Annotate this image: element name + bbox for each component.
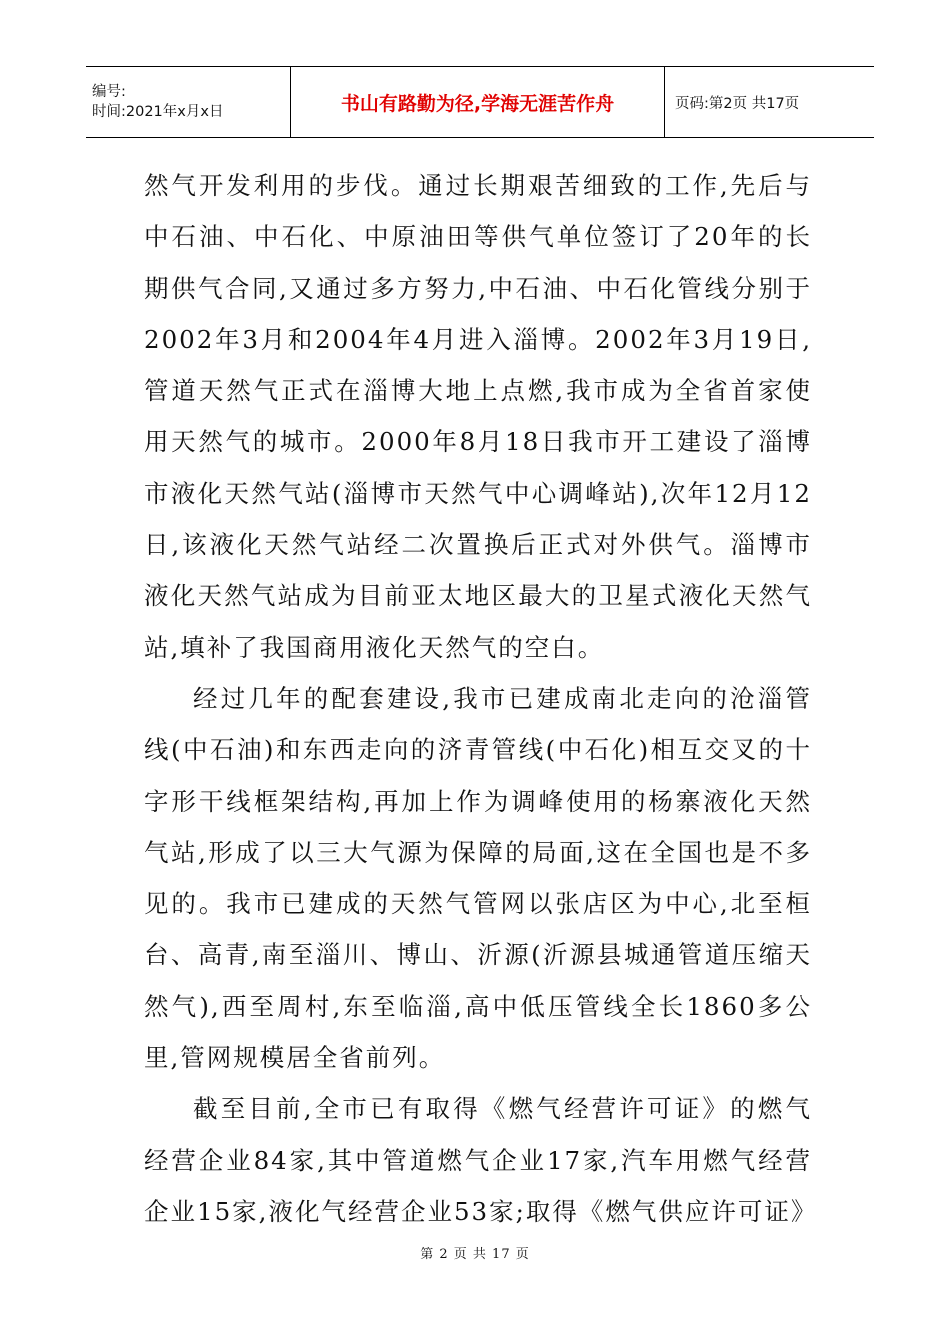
time-label: 时间:2021年x月x日 [92, 104, 224, 120]
paragraph-3: 截至目前,全市已有取得《燃气经营许可证》的燃气经营企业84家,其中管道燃气企业17家,汽车用燃气经营企业15家,液化气经营企业53家;取得《燃气供应许可证》 [144, 1094, 818, 1226]
paragraph-2: 经过几年的配套建设,我市已建成南北走向的沧淄管线(中石油)和东西走向的济青管线(中石化)相互交叉的十字形干线框架结构,再加上作为调峰使用的杨寨液化天然气站,形成了以三大气源为保障的局面,这在全国也是不多见的。我市已建成的天然气管网以张店区为中心,北至桓台、高青,南至淄川、博山、沂源(沂源县城通管道压缩天然气),西至周村,东至临淄,高中低压管线全长1860多公里,管网规模居全省前列。 [144, 683, 812, 1073]
header-page-info: 页码:第2页 共17页 [675, 95, 800, 112]
paragraph-1: 然气开发利用的步伐。通过长期艰苦细致的工作,先后与中石油、中石化、中原油田等供气单位签订了20年的长期供气合同,又通过多方努力,中石油、中石化管线分别于2002年3月和2004年4月进入淄博。2002年3月19日,管道天然气正式在淄博大地上点燃,我市成为全省首家使用天然气的城市。2000年8月18日我市开工建设了淄博市液化天然气站(淄博市天然气中心调峰站),次年12月12日,该液化天然气站经二次置换后正式对外供气。淄博市液化天然气站成为目前亚太地区最大的卫星式液化天然气站,填补了我国商用液化天然气的空白。 [144, 171, 812, 662]
page-footer: 第 2 页 共 17 页 [420, 1247, 530, 1262]
header-motto: 书山有路勤为径,学海无涯苦作舟 [290, 67, 665, 137]
document-body [144, 160, 818, 1237]
page-header [86, 66, 874, 138]
serial-label: 编号: [92, 84, 126, 100]
header-meta [86, 67, 290, 137]
